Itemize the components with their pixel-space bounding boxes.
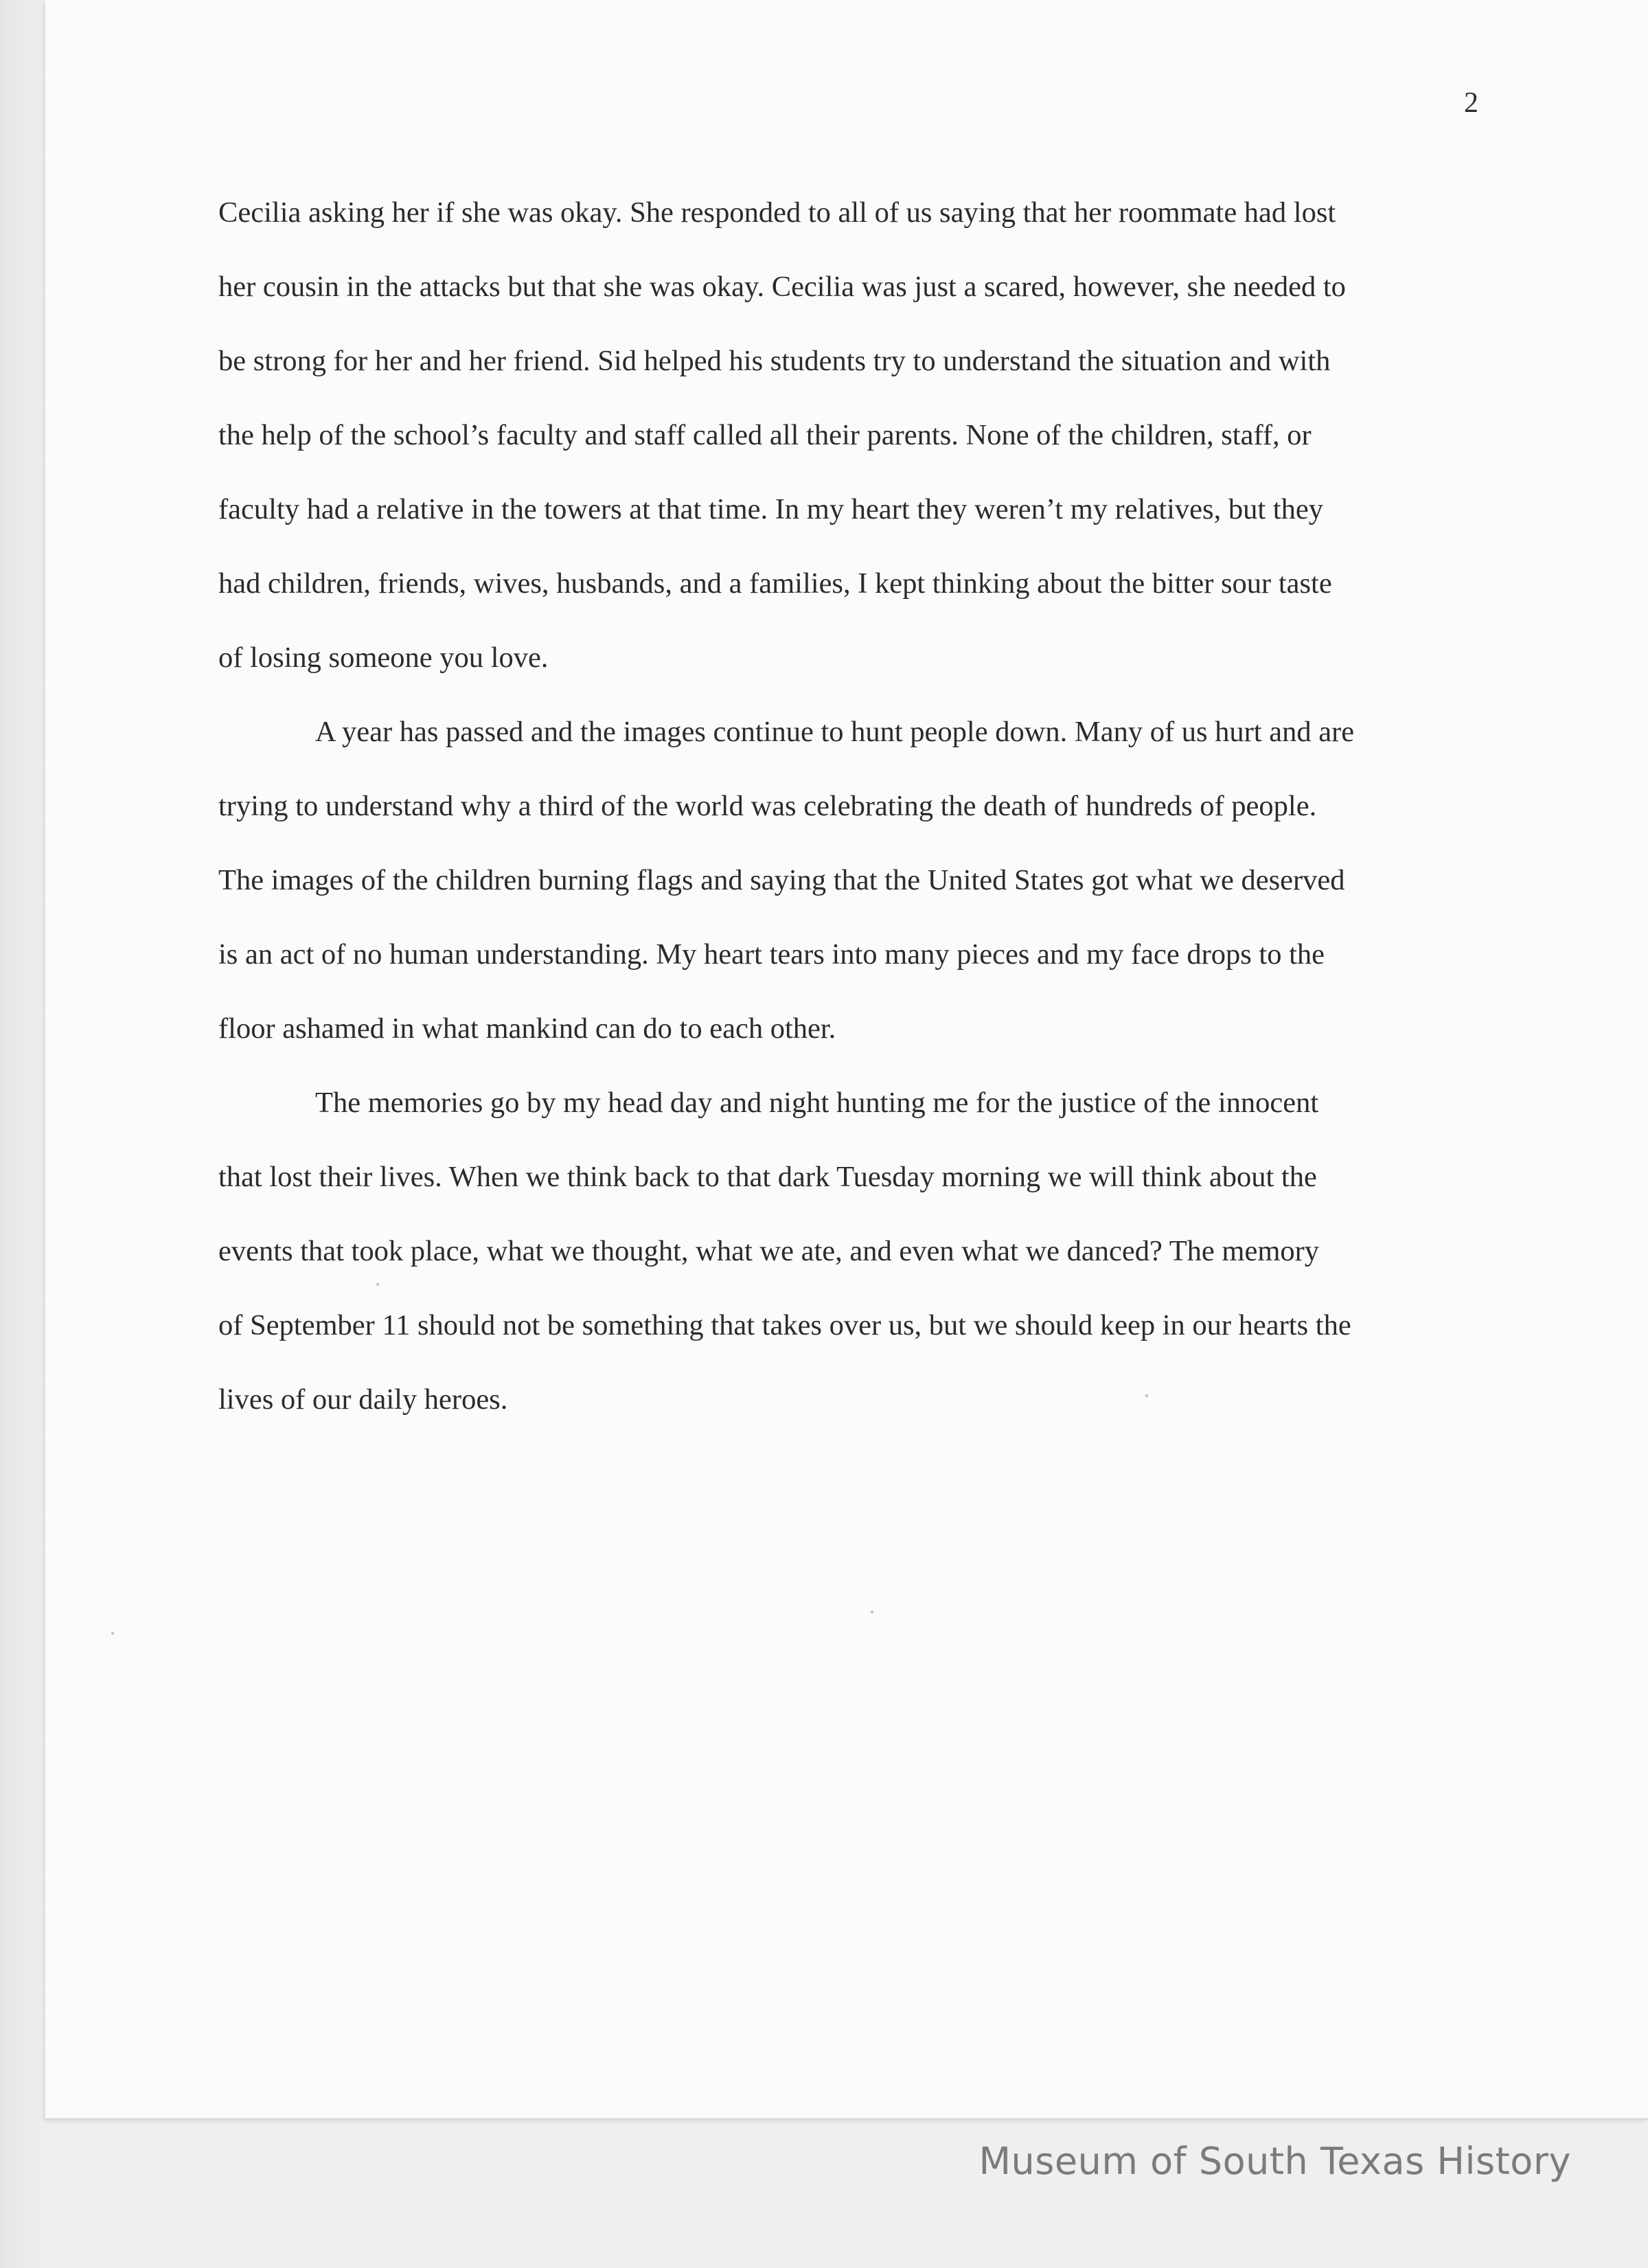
text-line: had children, friends, wives, husbands, and a families, I kept thinking about the bitter sour taste	[218, 567, 1332, 600]
text-line: of September 11 should not be something that takes over us, but we should keep in our hearts the	[218, 1309, 1351, 1341]
paper-speck	[111, 1632, 114, 1635]
text-line: The images of the children burning flags and saying that the United States got what we deserved	[218, 864, 1345, 896]
text-line: events that took place, what we thought, what we ate, and even what we danced? The memory	[218, 1235, 1320, 1267]
paragraph-1	[218, 176, 1496, 695]
paragraph-2	[218, 695, 1496, 1066]
text-line: lives of our daily heroes.	[218, 1383, 508, 1416]
text-line: The memories go by my head day and night hunting me for the justice of the innocent	[315, 1087, 1319, 1119]
text-line: be strong for her and her friend. Sid helped his students try to understand the situation and with	[218, 345, 1331, 377]
document-body	[218, 176, 1496, 1437]
text-line: is an act of no human understanding. My heart tears into many pieces and my face drops to the	[218, 938, 1325, 971]
text-line: faculty had a relative in the towers at that time. In my heart they weren’t my relatives, but they	[218, 493, 1323, 525]
paper-speck	[871, 1611, 873, 1613]
museum-watermark: Museum of South Texas History	[978, 2140, 1571, 2183]
text-line: the help of the school’s faculty and staff called all their parents. None of the children, staff, or	[218, 419, 1312, 451]
text-line: floor ashamed in what mankind can do to each other.	[218, 1012, 836, 1045]
text-line: of losing someone you love.	[218, 642, 549, 674]
text-line: A year has passed and the images continue to hunt people down. Many of us hurt and are	[315, 716, 1355, 748]
page-number: 2	[1464, 87, 1478, 119]
text-line: Cecilia asking her if she was okay. She responded to all of us saying that her roommate had lost	[218, 196, 1336, 229]
text-line: her cousin in the attacks but that she was okay. Cecilia was just a scared, however, she needed to	[218, 271, 1346, 303]
text-line: that lost their lives. When we think back to that dark Tuesday morning we will think about the	[218, 1161, 1317, 1193]
text-line: trying to understand why a third of the world was celebrating the death of hundreds of people.	[218, 790, 1317, 822]
paragraph-3	[218, 1066, 1496, 1437]
